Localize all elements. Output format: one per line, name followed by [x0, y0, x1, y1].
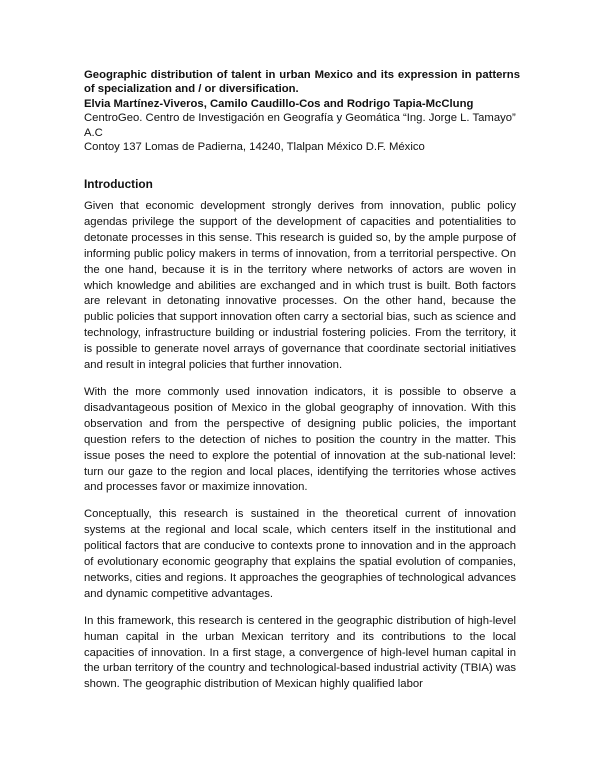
paragraph: With the more commonly used innovation indicators, it is possible to observe a disadvantageous position of Mexico in the global geography of innovation. With this observation and from the perspective of designing public policies, the important question refers to the detection of niches to position the country in the matter. This issue poses the need to explore the potential of innovation at the sub-national level: turn our gaze to the region and local places, identifying the territories whose actives and processes favor or maximize innovation. [84, 385, 516, 494]
author-list: Elvia Martínez-Viveros, Camilo Caudillo-Cos and Rodrigo Tapia-McClung [84, 97, 474, 110]
body-text [84, 199, 516, 704]
paragraph: Given that economic development strongly derives from innovation, public policy agendas privilege the support of the development of capacities and potentialities to detonate processes in this sense. This research is guided so, by the ample purpose of informing public policy makers in terms of innovation, from a territorial perspective. On the one hand, because it is in the territory where networks of actors are woven in which knowledge and abilities are exchanged and in which trust is built. Both factors are relevant in detonating innovative processes. On the other hand, because the public policies that support innovation often carry a sectorial bias, such as science and technology, infrastructure building or industrial fostering policies. From the territory, it is possible to generate novel arrays of governance that coordinate sectorial initiatives and result in integral policies that further innovation. [84, 200, 516, 372]
paragraph: Conceptually, this research is sustained in the theoretical current of innovation systems at the regional and local scale, which centers itself in the institutional and political factors that are conducive to contexts prone to innovation and in the approach of evolutionary economic geography that explains the spatial evolution of companies, networks, cities and regions. It approaches the geographies of technological advances and dynamic competitive advantages. [84, 508, 516, 600]
address: Contoy 137 Lomas de Padierna, 14240, Tlalpan México D.F. México [84, 141, 425, 154]
affiliation: CentroGeo. Centro de Investigación en Geografía y Geomática “Ing. Jorge L. Tamayo” A.C [84, 112, 516, 139]
paper-title: Geographic distribution of talent in urban Mexico and its expression in patterns of specialization and / or diversification. [84, 69, 520, 96]
paragraph: In this framework, this research is centered in the geographic distribution of high-level human capital in the urban Mexican territory and its contributions to the local capacities of innovation. In a first stage, a convergence of high-level human capital in the urban territory of the country and technological-based industrial activity (TBIA) was shown. The geographic distribution of Mexican highly qualified labor [84, 614, 516, 691]
section-heading-introduction: Introduction [84, 177, 153, 191]
paper-header [84, 68, 520, 154]
